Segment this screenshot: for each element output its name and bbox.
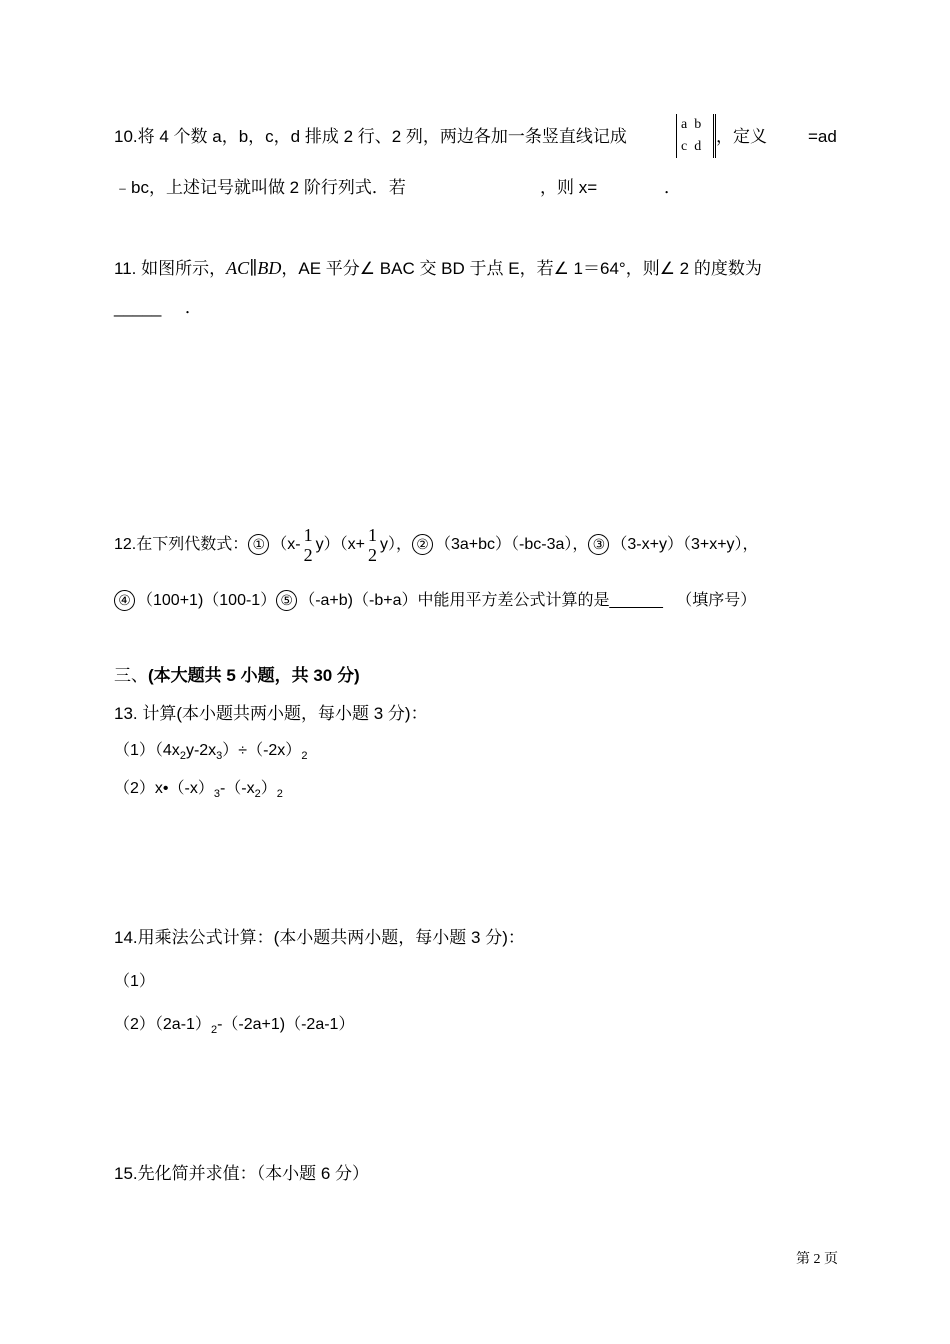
q12-fraction-1: [304, 525, 313, 565]
det-c: c: [681, 139, 688, 154]
q14-title: [114, 927, 525, 949]
q10-period: [664, 177, 681, 199]
q12-line1: [114, 521, 759, 569]
page-number: 第 2 页: [796, 1252, 838, 1267]
q14-title-text: 14.用乘法公式计算：(本小题共两小题，每小题 3 分)：: [114, 928, 525, 947]
q13-p1f: 2: [301, 750, 308, 763]
q10-ad: [808, 126, 837, 148]
q14-p2a: （2）（2a-1）: [114, 1016, 211, 1033]
section-num: 三、: [114, 666, 148, 685]
q13-p2e: ）: [260, 780, 277, 797]
q15-title: [114, 1163, 369, 1185]
frac-den: 2: [367, 544, 377, 565]
q10-text-1: 10.将 4 个数 a，b，c，d 排成 2 行、2 列，两边各加一条竖直线记成: [114, 127, 627, 146]
q12-circle-1: ①: [248, 534, 269, 555]
q13-p2f: 2: [276, 788, 283, 801]
q10-text-2: ，定义: [716, 127, 767, 146]
q12-expr-1c: y），: [379, 536, 412, 553]
q13-p1b: 2: [179, 750, 186, 763]
section-f: 分): [332, 666, 360, 685]
q12-expr-1a: （x-: [271, 536, 301, 553]
q10-define: [716, 126, 767, 148]
section-c: 5: [226, 666, 236, 685]
section-3-heading: [114, 665, 360, 687]
q10-text-5: ，则 x=: [540, 178, 598, 197]
q13-part2: [114, 778, 283, 805]
q12-circle-4: ④: [114, 590, 135, 611]
q13-p2b: 3: [213, 788, 220, 801]
q11-prefix: 11. 如图所示，: [114, 259, 227, 278]
q13-p1d: 3: [216, 750, 223, 763]
q13-p2d: 2: [254, 788, 261, 801]
q12-blank: ______: [609, 592, 663, 609]
q10-determinant: [676, 114, 716, 158]
det-b: b: [694, 117, 702, 132]
q13-p2a: （2）x•（-x）: [114, 780, 214, 797]
q12-circle-2: ②: [412, 534, 433, 555]
q12-circle-5: ⑤: [276, 590, 297, 611]
frac-num: 1: [303, 524, 313, 545]
q13-p1a: （1）（4x: [114, 742, 180, 759]
q12-expr-3: （3-x+y）（3+x+y），: [611, 536, 759, 553]
q12-expr-1b: y）（x+: [315, 536, 365, 553]
q12-prefix: 12.在下列代数式：: [114, 536, 249, 553]
q10-text-3: =ad: [808, 127, 837, 146]
q11-end: ．: [184, 298, 202, 317]
q14-p2c: -（-2a+1)（-2a-1）: [217, 1016, 355, 1033]
q10-line2: [114, 177, 406, 199]
q12-fraction-2: [368, 525, 377, 565]
q13-p1c: y-2x: [185, 742, 217, 759]
q10-x: [540, 177, 597, 199]
q14-part1: [114, 971, 155, 993]
q13-p1e: ）÷（-2x）: [222, 742, 302, 759]
det-a: a: [681, 117, 688, 132]
det-d: d: [694, 139, 702, 154]
section-e: 30: [313, 666, 333, 685]
q12-end: （填序号）: [676, 592, 757, 609]
section-d: 小题，共: [235, 666, 314, 685]
q12-circle-3: ③: [588, 534, 609, 555]
q15-title-text: 15.先化简并求值：（本小题 6 分）: [114, 1164, 370, 1183]
q12-expr-5: （-a+b)（-b+a）中能用平方差公式计算的是: [299, 592, 610, 609]
q10-text-4: ﹣bc，上述记号就叫做 2 阶行列式．若: [114, 178, 406, 197]
q12-line2: [114, 590, 756, 612]
section-b: (本大题共: [148, 666, 227, 685]
q10-line1: [114, 126, 627, 148]
q14-part2: [114, 1014, 354, 1041]
frac-num: 1: [367, 524, 377, 545]
q13-p2c: -（-x: [219, 780, 255, 797]
q11-line2: [114, 297, 202, 319]
q13-part1: [114, 740, 307, 767]
q11-line1: [114, 257, 762, 280]
q11-blank: _____: [114, 298, 162, 317]
q11-suffix: ，AE 平分∠ BAC 交 BD 于点 E，若∠ 1＝64°，则∠ 2 的度数为: [281, 259, 762, 278]
q12-expr-2: （3a+bc）（-bc-3a），: [434, 536, 589, 553]
frac-den: 2: [303, 544, 313, 565]
q10-text-6: ．: [664, 178, 681, 197]
q13-title: [114, 703, 428, 725]
q14-p1: （1）: [114, 973, 155, 990]
q14-p2b: 2: [210, 1024, 218, 1037]
q13-title-text: 13. 计算(本小题共两小题，每小题 3 分)：: [114, 704, 428, 723]
q11-math: AC∥BD: [226, 258, 282, 278]
q12-expr-4: （100+1)（100-1）: [137, 592, 277, 609]
